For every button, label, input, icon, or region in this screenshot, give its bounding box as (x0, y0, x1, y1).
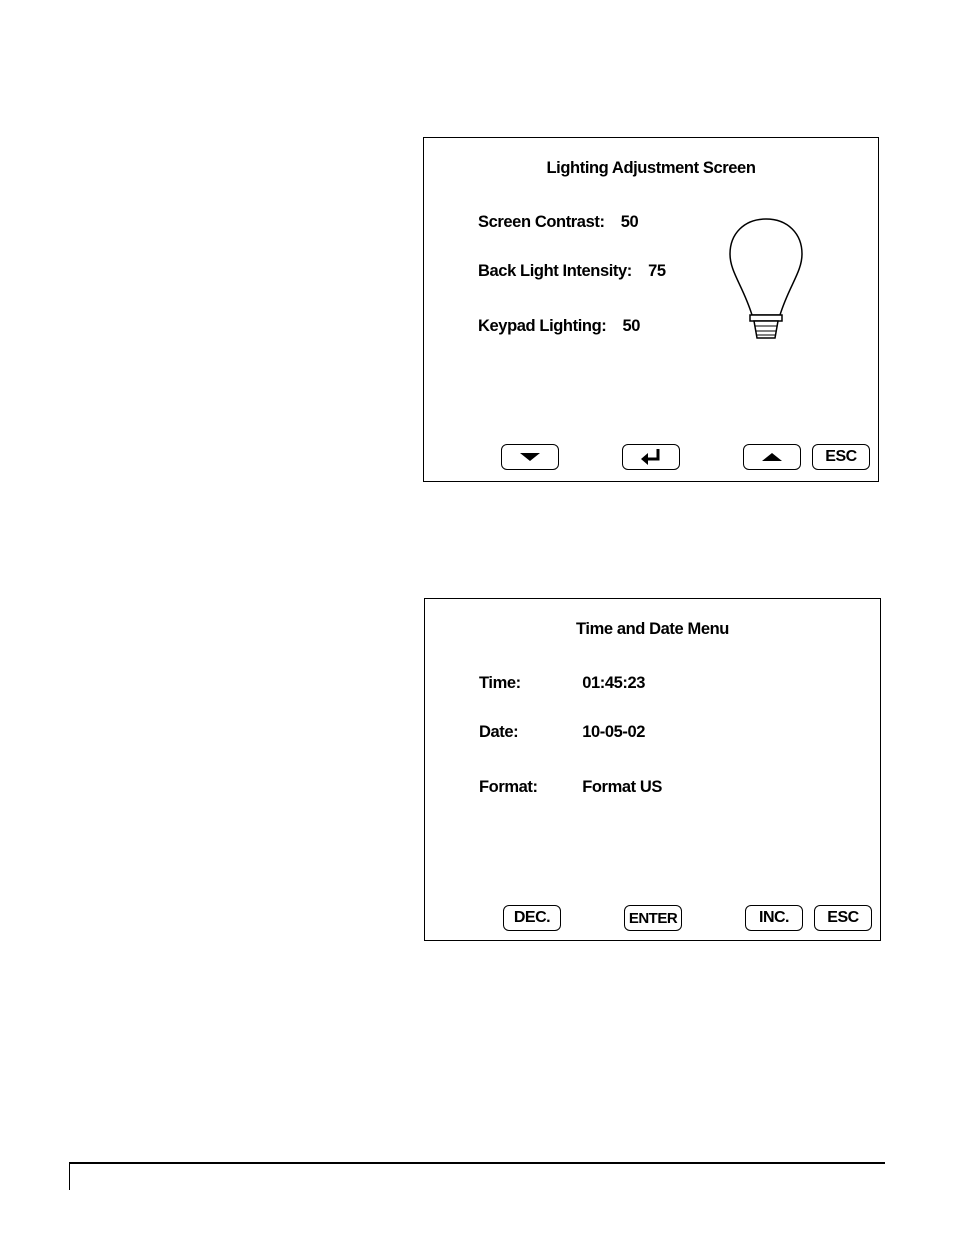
date-label: Date: (479, 723, 519, 741)
lighting-adjustment-screen (423, 137, 879, 482)
screen-contrast-value: 50 (620, 213, 639, 231)
time-label: Time: (479, 674, 521, 692)
dec-button[interactable]: DEC. (503, 905, 561, 931)
enter-return-icon (639, 448, 663, 466)
date-value: 10-05-02 (582, 723, 646, 741)
back-light-intensity-row (478, 262, 666, 281)
screen-contrast-label: Screen Contrast: (478, 213, 605, 231)
enter-button[interactable] (622, 444, 680, 470)
down-arrow-button[interactable] (501, 444, 559, 470)
format-row (479, 778, 662, 797)
inc-button[interactable]: INC. (745, 905, 803, 931)
footer-rule (69, 1162, 885, 1164)
time-and-date-menu-screen (424, 598, 881, 941)
keypad-lighting-value: 50 (622, 317, 641, 335)
footer-rule-tick (69, 1162, 70, 1190)
format-label: Format: (479, 778, 538, 796)
light-bulb-icon (726, 216, 806, 342)
esc-button[interactable]: ESC (812, 444, 870, 470)
up-arrow-button[interactable] (743, 444, 801, 470)
keypad-lighting-row (478, 317, 640, 336)
screen-contrast-row (478, 213, 638, 232)
back-light-intensity-label: Back Light Intensity: (478, 262, 632, 280)
up-arrow-icon (761, 452, 783, 462)
date-row (479, 723, 645, 742)
keypad-lighting-label: Keypad Lighting: (478, 317, 607, 335)
back-light-intensity-value: 75 (648, 262, 666, 280)
time-row (479, 674, 645, 693)
down-arrow-icon (519, 452, 541, 462)
lighting-screen-title: Lighting Adjustment Screen (546, 159, 756, 177)
esc-button[interactable]: ESC (814, 905, 872, 931)
enter-button[interactable]: ENTER (624, 905, 682, 931)
format-value: Format US (582, 778, 663, 796)
time-value: 01:45:23 (582, 674, 646, 692)
time-date-screen-title: Time and Date Menu (576, 620, 729, 638)
